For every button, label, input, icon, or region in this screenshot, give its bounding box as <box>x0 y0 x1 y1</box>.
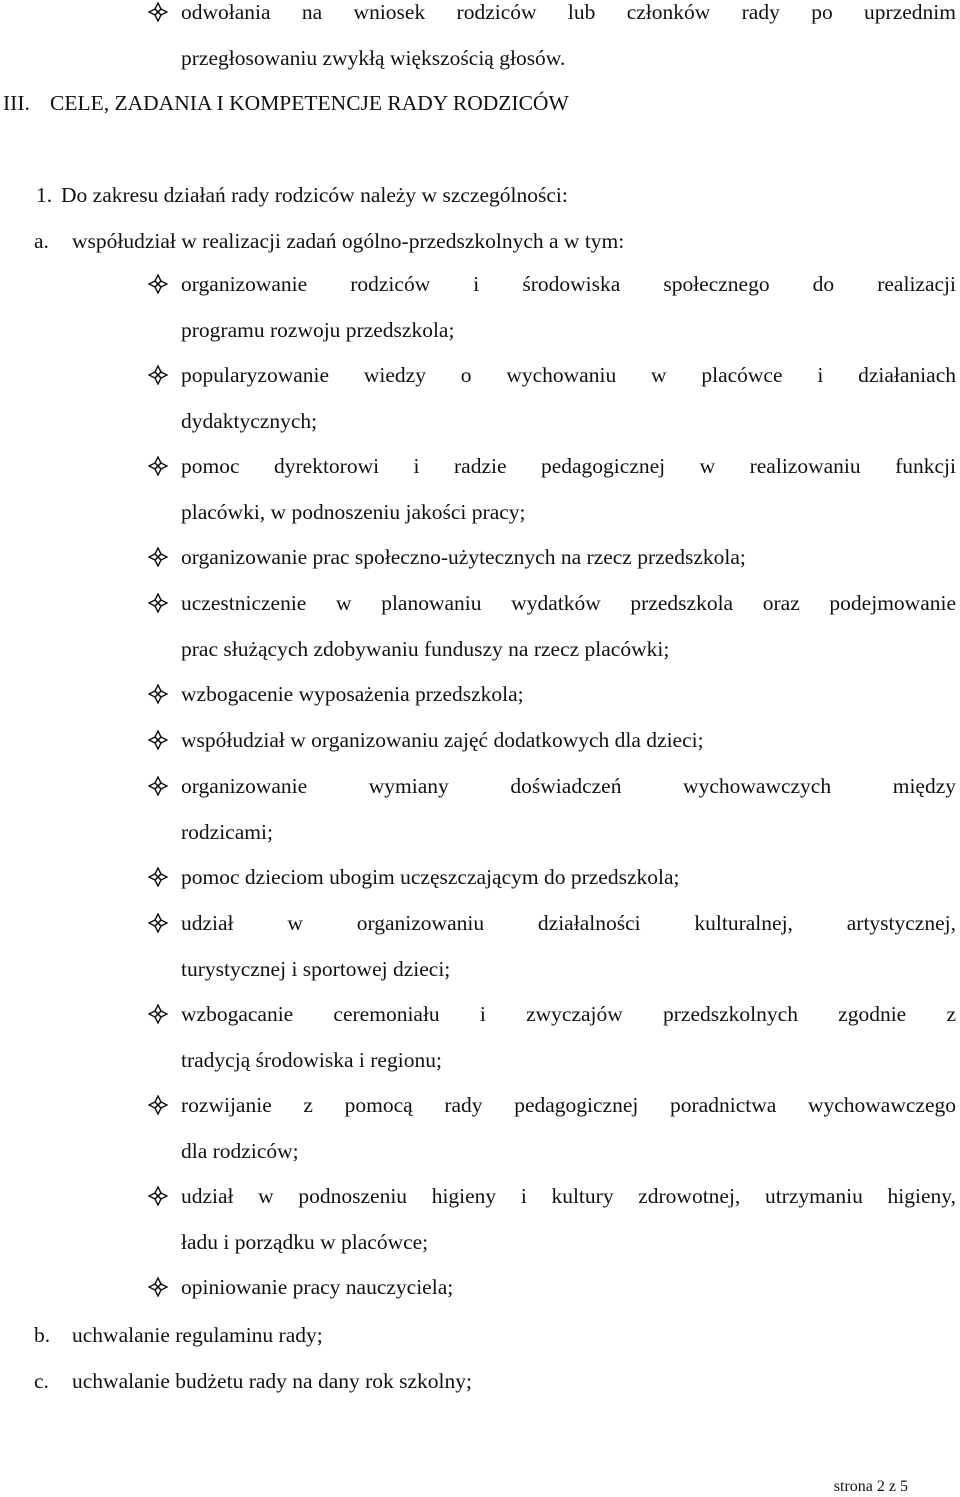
list-item-line1: wzbogacenie wyposażenia przedszkola; <box>181 682 524 706</box>
list-item-line2: dla rodziców; <box>181 1138 299 1163</box>
item-a-letter: a. <box>34 229 49 253</box>
list-item-line1: wzbogacanie ceremoniału i zwyczajów przedszkolnych zgodnie z <box>181 1002 956 1026</box>
diamond-bullet-icon <box>148 730 168 750</box>
item-a-text: współudział w realizacji zadań ogólno-przedszkolnych a w tym: <box>72 229 625 253</box>
list-item-line1: współudział w organizowaniu zajęć dodatkowych dla dzieci; <box>181 728 704 752</box>
item-c-letter: c. <box>34 1369 49 1393</box>
diamond-bullet-icon <box>148 365 168 385</box>
list-item-line1: popularyzowanie wiedzy o wychowaniu w placówce i działaniach <box>181 363 956 387</box>
diamond-bullet-icon <box>148 776 168 796</box>
diamond-bullet-icon <box>148 913 168 933</box>
list-item-line2: prac służących zdobywaniu funduszy na rzecz placówki; <box>181 636 670 661</box>
list-item-line1: pomoc dzieciom ubogim uczęszczającym do przedszkola; <box>181 865 680 889</box>
list-item-line2: placówki, w podnoszeniu jakości pracy; <box>181 499 526 524</box>
list-item-line1: organizowanie rodziców i środowiska społecznego do realizacji <box>181 272 956 296</box>
list-item-line1: udział w podnoszeniu higieny i kultury zdrowotnej, utrzymaniu higieny, <box>181 1184 956 1208</box>
diamond-bullet-icon <box>148 2 168 22</box>
list-item-line1: organizowanie wymiany doświadczeń wychowawczych między <box>181 774 956 798</box>
list-item-line2: rodzicami; <box>181 819 273 844</box>
list-item-line2: ładu i porządku w placówce; <box>181 1229 429 1254</box>
list-item-line1: organizowanie prac społeczno-użytecznych na rzecz przedszkola; <box>181 545 746 569</box>
list-item-line1: udział w organizowaniu działalności kulturalnej, artystycznej, <box>181 911 956 935</box>
item-c-text: uchwalanie budżetu rady na dany rok szkolny; <box>72 1369 473 1393</box>
list-item-line1: pomoc dyrektorowi i radzie pedagogicznej w realizowaniu funkcji <box>181 454 956 478</box>
diamond-bullet-icon <box>148 593 168 613</box>
point-1-number: 1. <box>36 183 53 207</box>
point-1-text: Do zakresu działań rady rodziców należy w szczególności: <box>61 183 568 207</box>
diamond-bullet-icon <box>148 274 168 294</box>
diamond-bullet-icon <box>148 456 168 476</box>
list-item-line1: opiniowanie pracy nauczyciela; <box>181 1275 454 1299</box>
list-item-line1: uczestniczenie w planowaniu wydatków przedszkola oraz podejmowanie <box>181 591 956 615</box>
diamond-bullet-icon <box>148 1277 168 1297</box>
list-item-line2: programu rozwoju przedszkola; <box>181 317 455 342</box>
list-item-line2: dydaktycznych; <box>181 408 318 433</box>
list-item-line1: rozwijanie z pomocą rady pedagogicznej poradnictwa wychowawczego <box>181 1093 956 1117</box>
section-number: III. <box>3 91 30 115</box>
list-item-line2: turystycznej i sportowej dzieci; <box>181 956 451 981</box>
diamond-bullet-icon <box>148 867 168 887</box>
intro-bullet-line1: odwołania na wniosek rodziców lub członków rady po uprzednim <box>181 0 956 24</box>
diamond-bullet-icon <box>148 1004 168 1024</box>
diamond-bullet-icon <box>148 1095 168 1115</box>
diamond-bullet-icon <box>148 684 168 704</box>
section-title: CELE, ZADANIA I KOMPETENCJE RADY RODZICÓW <box>50 91 569 115</box>
intro-bullet-line2: przegłosowaniu zwykłą większością głosów. <box>181 45 566 70</box>
list-item-line2: tradycją środowiska i regionu; <box>181 1047 442 1072</box>
page-number: strona 2 z 5 <box>833 1478 908 1495</box>
item-b-letter: b. <box>34 1323 51 1347</box>
item-b-text: uchwalanie regulaminu rady; <box>72 1323 323 1347</box>
diamond-bullet-icon <box>148 547 168 567</box>
diamond-bullet-icon <box>148 1186 168 1206</box>
